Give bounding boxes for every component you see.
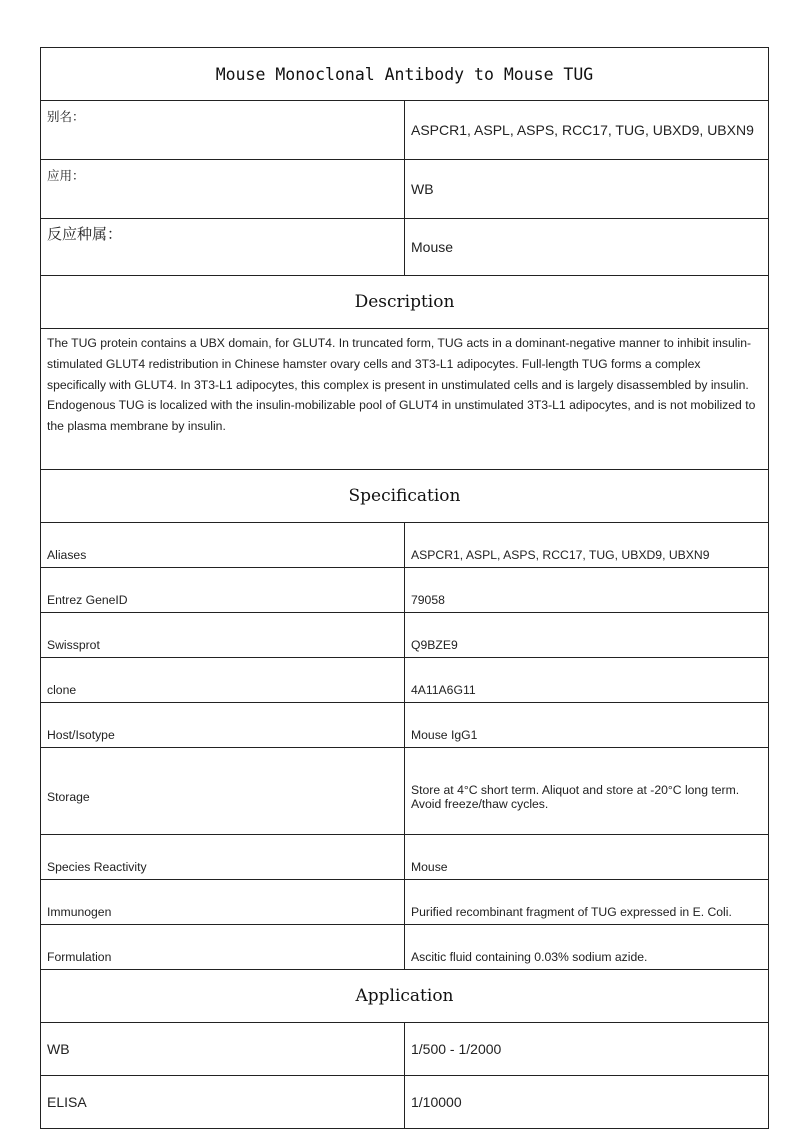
alias-value: ASPCR1, ASPL, ASPS, RCC17, TUG, UBXD9, UBXN9 (405, 101, 769, 160)
spec-key: clone (41, 658, 405, 703)
spec-value: Mouse IgG1 (405, 703, 769, 748)
datasheet-table (40, 47, 769, 1129)
spec-value: 4A11A6G11 (405, 658, 769, 703)
spec-row-swissprot (41, 613, 769, 658)
spec-row-entrez (41, 568, 769, 613)
spec-value: Q9BZE9 (405, 613, 769, 658)
spec-row-immunogen (41, 880, 769, 925)
spec-key: Formulation (41, 925, 405, 970)
specification-heading: Specification (41, 470, 769, 523)
spec-row-storage (41, 748, 769, 835)
reactivity-row (41, 219, 769, 276)
app-value: 1/500 - 1/2000 (405, 1023, 769, 1076)
spec-key: Aliases (41, 523, 405, 568)
datasheet (40, 47, 769, 1129)
spec-row-clone (41, 658, 769, 703)
spec-value: 79058 (405, 568, 769, 613)
reactivity-value: Mouse (405, 219, 769, 276)
spec-key: Storage (41, 748, 405, 835)
app-value: 1/10000 (405, 1076, 769, 1129)
spec-value: Ascitic fluid containing 0.03% sodium azide. (405, 925, 769, 970)
application-label: 应用： (41, 160, 405, 219)
app-row-elisa (41, 1076, 769, 1129)
spec-key: Species Reactivity (41, 835, 405, 880)
app-key: ELISA (41, 1076, 405, 1129)
spec-value: Store at 4°C short term. Aliquot and store at -20°C long term. Avoid freeze/thaw cycles. (405, 748, 769, 835)
spec-value: Mouse (405, 835, 769, 880)
spec-row-host (41, 703, 769, 748)
description-heading: Description (41, 276, 769, 329)
spec-key: Entrez GeneID (41, 568, 405, 613)
spec-key: Swissprot (41, 613, 405, 658)
spec-value: ASPCR1, ASPL, ASPS, RCC17, TUG, UBXD9, UBXN9 (405, 523, 769, 568)
spec-key: Immunogen (41, 880, 405, 925)
app-key: WB (41, 1023, 405, 1076)
spec-row-species (41, 835, 769, 880)
spec-row-formulation (41, 925, 769, 970)
alias-label: 别名： (41, 101, 405, 160)
application-value: WB (405, 160, 769, 219)
spec-row-aliases (41, 523, 769, 568)
application-heading: Application (41, 970, 769, 1023)
alias-row (41, 101, 769, 160)
page-title: Mouse Monoclonal Antibody to Mouse TUG (41, 48, 769, 101)
app-row-wb (41, 1023, 769, 1076)
reactivity-label: 反应种属： (41, 219, 405, 276)
spec-key: Host/Isotype (41, 703, 405, 748)
spec-value: Purified recombinant fragment of TUG expressed in E. Coli. (405, 880, 769, 925)
description-text: The TUG protein contains a UBX domain, for GLUT4. In truncated form, TUG acts in a dominant-negative manner to inhibit insulin-stimulated GLUT4 redistribution in Chinese hamster ovary cells and 3T3-L1 adipocytes. Full-length TUG forms a complex specifically with GLUT4. In 3T3-L1 adipocytes, this complex is present in unstimulated cells and is largely disassembled by insulin. Endogenous TUG is localized with the insulin-mobilizable pool of GLUT4 in unstimulated 3T3-L1 adipocytes, and is not mobilized to the plasma membrane by insulin. (41, 329, 769, 470)
application-row (41, 160, 769, 219)
